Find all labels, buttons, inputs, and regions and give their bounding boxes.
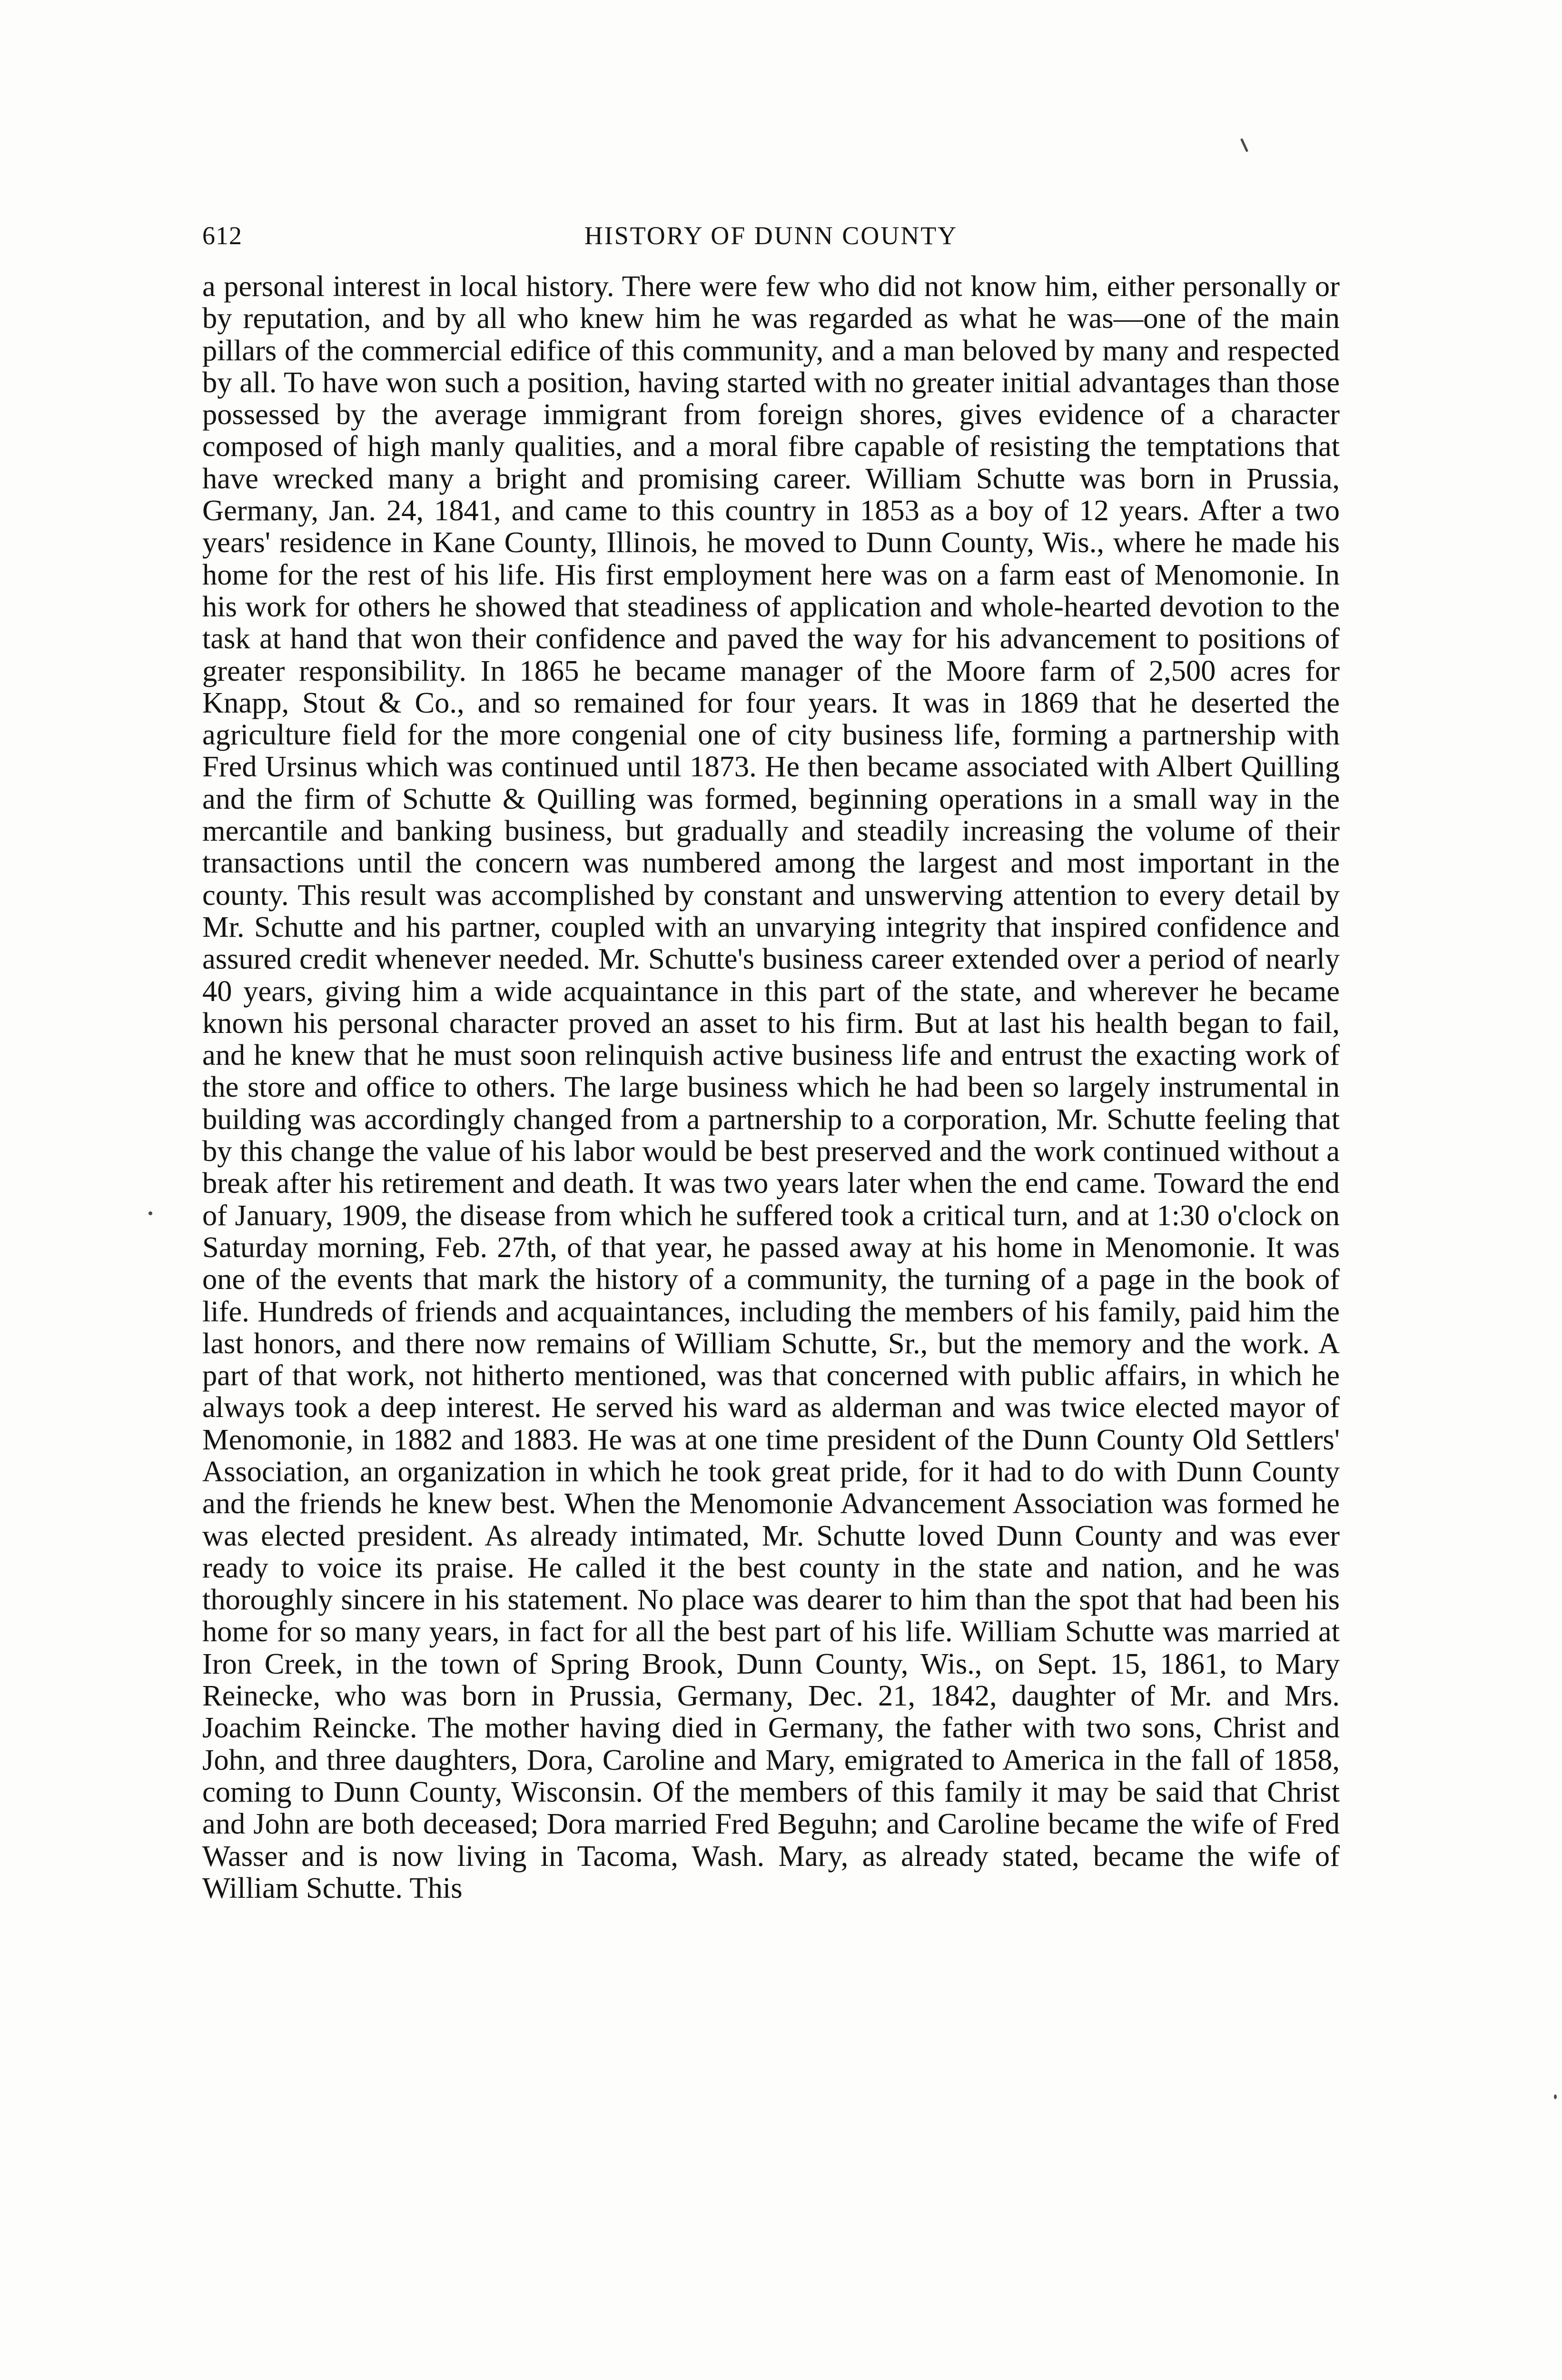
- body-paragraph: a personal interest in local history. There were few who did not know him, either personally or by reputation, and by all who knew him he was regarded as what he was—one of the main pillars of the commercial edifice of this community, and a man beloved by many and respected by all. To have won such a position, having started with no greater initial advantages than those possessed by the average immigrant from foreign shores, gives evidence of a character composed of high manly qualities, and a moral fibre capable of resisting the temptations that have wrecked many a bright and promising career. William Schutte was born in Prussia, Germany, Jan. 24, 1841, and came to this country in 1853 as a boy of 12 years. After a two years' residence in Kane County, Illinois, he moved to Dunn County, Wis., where he made his home for the rest of his life. His first employment here was on a farm east of Menomonie. In his work for others he showed that steadiness of application and whole-hearted devotion to the task at hand that won their confidence and paved the way for his advancement to positions of greater responsibility. In 1865 he became manager of the Moore farm of 2,500 acres for Knapp, Stout & Co., and so remained for four years. It was in 1869 that he deserted the agriculture field for the more congenial one of city business life, forming a partnership with Fred Ursinus which was continued until 1873. He then became associated with Albert Quilling and the firm of Schutte & Quilling was formed, beginning operations in a small way in the mercantile and banking business, but gradually and steadily increasing the volume of their transactions until the concern was numbered among the largest and most important in the county. This result was accomplished by constant and unswerving attention to every detail by Mr. Schutte and his partner, coupled with an unvarying integrity that inspired confidence and assured credit whenever needed. Mr. Schutte's business career extended over a period of nearly 40 years, giving him a wide acquaintance in this part of the state, and wherever he became known his personal character proved an asset to his firm. But at last his health began to fail, and he knew that he must soon relinquish active business life and entrust the exacting work of the store and office to others. The large business which he had been so largely instrumental in building was accordingly changed from a partnership to a corporation, Mr. Schutte feeling that by this change the value of his labor would be best preserved and the work continued without a break after his retirement and death. It was two years later when the end came. Toward the end of January, 1909, the disease from which he suffered took a critical turn, and at 1:30 o'clock on Saturday morning, Feb. 27th, of that year, he passed away at his home in Menomonie. It was one of the events that mark the history of a community, the turning of a page in the book of life. Hundreds of friends and acquaintances, including the members of his family, paid him the last honors, and there now remains of William Schutte, Sr., but the memory and the work. A part of that work, not hitherto mentioned, was that concerned with public affairs, in which he always took a deep interest. He served his ward as alderman and was twice elected mayor of Menomonie, in 1882 and 1883. He was at one time president of the Dunn County Old Settlers' Association, an organization in which he took great pride, for it had to do with Dunn County and the friends he knew best. When the Menomonie Advancement Association was formed he was elected president. As already intimated, Mr. Schutte loved Dunn County and was ever ready to voice its praise. He called it the best county in the state and nation, and he was thoroughly sincere in his statement. No place was dearer to him than the spot that had been his home for so many years, in fact for all the best part of his life. William Schutte was married at Iron Creek, in the town of Spring Brook, Dunn County, Wis., on Sept. 15, 1861, to Mary Reinecke, who was born in Prussia, Germany, Dec. 21, 1842, daughter of Mr. and Mrs. Joachim Reincke. The mother having died in Germany, the father with two sons, Christ and John, and three daughters, Dora, Caroline and Mary, emigrated to America in the fall of 1858, coming to Dunn County, Wisconsin. Of the members of this family it may be said that Christ and John are both deceased; Dora married Fred Beguhn; and Caroline became the wife of Fred Wasser and is now living in Tacoma, Wash. Mary, as already stated, became the wife of William Schutte. This: [202, 269, 1340, 1904]
- running-head: HISTORY OF DUNN COUNTY: [584, 221, 958, 250]
- scan-mark: [1240, 138, 1248, 152]
- scan-mark: [148, 1211, 152, 1215]
- scan-mark: [1554, 2094, 1557, 2099]
- page-header: [202, 217, 1340, 255]
- page-number: 612: [202, 221, 242, 250]
